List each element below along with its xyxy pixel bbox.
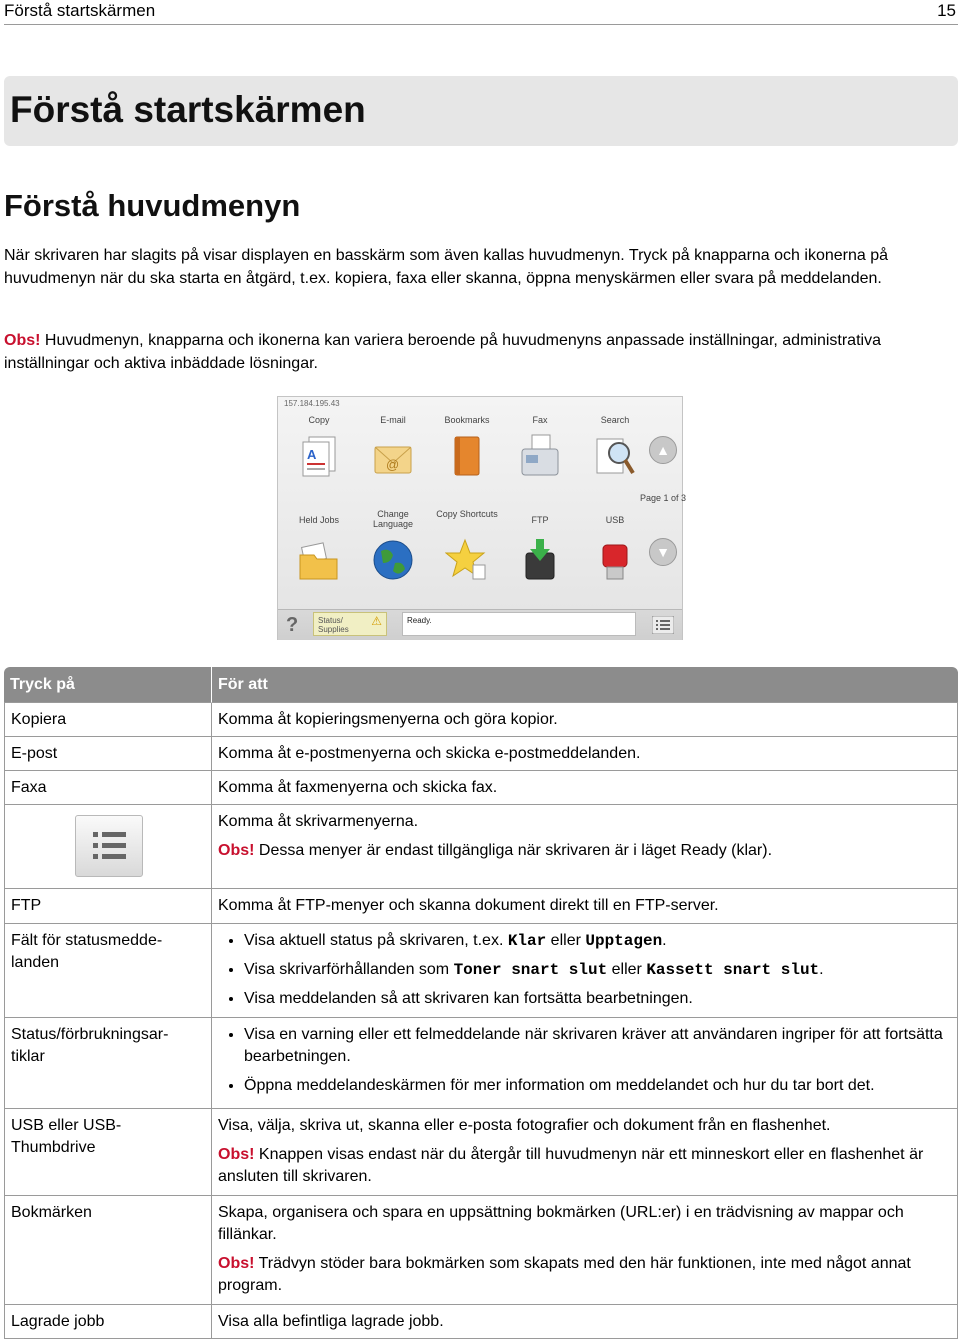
help-icon[interactable]: ?	[286, 614, 299, 636]
fax-icon[interactable]	[518, 433, 562, 479]
menus-list-icon	[75, 815, 143, 877]
table-row	[4, 1196, 958, 1305]
copy-icon[interactable]	[297, 433, 341, 479]
home-label-usb: USB	[605, 515, 625, 525]
note-paragraph	[4, 329, 958, 375]
menu-list-icon[interactable]	[652, 616, 674, 634]
table-row	[4, 1018, 958, 1109]
row-desc-usb	[212, 1109, 958, 1196]
note-label: Obs!	[4, 332, 41, 349]
home-label-copy: Copy	[308, 415, 330, 425]
supplies-list	[218, 1024, 951, 1097]
table-row	[4, 889, 958, 924]
printer-home-screen	[277, 396, 687, 640]
row-desc-held-jobs: Visa alla befintliga lagrade jobb.	[212, 1305, 958, 1339]
bookmarks-note-text: Trädvyn stöder bara bokmärken som skapats med den här funktionen, inte med något annat program.	[218, 1255, 911, 1294]
row-label-bookmarks: Bokmärken	[4, 1196, 212, 1305]
row-label-fax: Faxa	[4, 771, 212, 805]
chapter-title: Förstå startskärmen	[10, 89, 366, 130]
row-desc-copy: Komma åt kopieringsmenyerna och göra kopior.	[212, 703, 958, 737]
menus-desc: Komma åt skrivarmenyerna.	[218, 813, 419, 830]
intro-paragraph: När skrivaren har slagits på visar displayen en basskärm som även kallas huvudmenyn. Tryck på knapparna och ikonerna på huvudmenyn när du ska starta en åtgärd, t.ex. kopiera, faxa eller skanna, öppna menyskärmen eller svara på meddelanden.	[4, 247, 888, 287]
arrow-up-icon[interactable]: ▲	[649, 436, 677, 464]
list-item: • Visa meddelanden så att skrivaren kan fortsätta bearbetningen.	[244, 988, 951, 1010]
home-label-change-language: Change Language	[372, 509, 414, 529]
row-desc-supplies	[212, 1018, 958, 1109]
home-label-copy-shortcuts: Copy Shortcuts	[436, 509, 498, 519]
usb-note-text: Knappen visas endast när du återgår till huvudmenyn när ett minneskort eller en flashenhet är ansluten till skrivaren.	[218, 1146, 924, 1185]
menus-note-label: Obs!	[218, 842, 255, 859]
ready-text: Ready.	[407, 616, 432, 625]
row-desc-email: Komma åt e-postmenyerna och skicka e-postmeddelanden.	[212, 737, 958, 771]
list-item: • Visa aktuell status på skrivaren, t.ex. Klar eller Upptagen.	[244, 930, 951, 952]
star-icon[interactable]	[445, 537, 489, 583]
table-row	[4, 1109, 958, 1196]
section-title: Förstå huvudmenyn	[4, 188, 301, 223]
row-desc-fax: Komma åt faxmenyerna och skicka fax.	[212, 771, 958, 805]
status-field-list	[218, 930, 951, 1010]
table-row	[4, 805, 958, 889]
warning-icon: ⚠	[371, 614, 382, 628]
home-label-email: E-mail	[380, 415, 406, 425]
menus-note	[218, 840, 951, 862]
list-item: • Visa skrivarförhållanden som Toner snart slut eller Kassett snart slut.	[244, 959, 951, 981]
chapter-band	[4, 76, 958, 146]
home-label-fax: Fax	[532, 415, 548, 425]
row-label-status-field: Fält för statusmedde-landen	[4, 924, 212, 1018]
status-supplies-button[interactable]	[313, 612, 387, 636]
running-header	[4, 0, 958, 25]
page-number: 15	[937, 1, 956, 20]
row-desc-status-field	[212, 924, 958, 1018]
table-row	[4, 924, 958, 1018]
table-header-to: För att	[212, 667, 958, 703]
globe-icon[interactable]	[371, 537, 415, 583]
list-item: • Öppna meddelandeskärmen för mer information om meddelandet och hur du tar bort det.	[244, 1075, 951, 1097]
ftp-icon[interactable]	[518, 537, 562, 583]
home-label-ftp: FTP	[531, 515, 549, 525]
row-desc-bookmarks	[212, 1196, 958, 1305]
table-row	[4, 737, 958, 771]
svg-text:@: @	[386, 457, 400, 472]
svg-text:A: A	[307, 447, 317, 462]
usb-icon[interactable]	[593, 537, 637, 583]
table-row	[4, 771, 958, 805]
page-indicator: Page 1 of 3	[639, 493, 687, 503]
held-jobs-icon[interactable]	[297, 537, 341, 583]
row-desc-ftp: Komma åt FTP-menyer och skanna dokument direkt till en FTP-server.	[212, 889, 958, 924]
bookmarks-note-label: Obs!	[218, 1255, 255, 1272]
search-icon[interactable]	[593, 433, 637, 479]
running-header-title: Förstå startskärmen	[4, 1, 156, 20]
table-header-press: Tryck på	[4, 667, 212, 703]
list-item: • Visa en varning eller ett felmeddelande när skrivaren kräver att användaren ingriper för att fortsätta bearbetningen.	[244, 1024, 951, 1068]
ip-address: 157.184.195.43	[284, 399, 340, 408]
row-label-supplies: Status/förbrukningsar-tiklar	[4, 1018, 212, 1109]
usb-desc: Visa, välja, skriva ut, skanna eller e-posta fotografier och dokument från en flashenhet.	[218, 1117, 831, 1134]
home-screen-table	[4, 667, 958, 1339]
status-supplies-label: Status/ Supplies	[318, 616, 349, 634]
table-row	[4, 1305, 958, 1339]
row-desc-menus	[212, 805, 958, 889]
home-label-held-jobs: Held Jobs	[298, 515, 340, 525]
bookmarks-desc: Skapa, organisera och spara en uppsättning bokmärken (URL:er) i en trädvisning av mappar och fillänkar.	[218, 1204, 904, 1243]
bookmarks-icon[interactable]	[445, 433, 489, 479]
home-bottom-bar	[278, 609, 682, 640]
arrow-down-icon[interactable]: ▼	[649, 538, 677, 566]
row-label-email: E-post	[4, 737, 212, 771]
status-message-field[interactable]	[402, 612, 636, 636]
home-label-bookmarks: Bookmarks	[444, 415, 490, 425]
row-label-ftp: FTP	[4, 889, 212, 924]
table-header-row	[4, 667, 958, 703]
home-label-search: Search	[600, 415, 630, 425]
usb-note	[218, 1144, 951, 1188]
row-icon-menus	[4, 805, 212, 889]
usb-note-label: Obs!	[218, 1146, 255, 1163]
row-label-usb: USB eller USB-Thumbdrive	[4, 1109, 212, 1196]
note-text: Huvudmenyn, knapparna och ikonerna kan variera beroende på huvudmenyns anpassade inställningar, administrativa inställningar och aktiva inbäddade lösningar.	[4, 332, 881, 372]
email-icon[interactable]	[371, 433, 415, 479]
menus-note-text: Dessa menyer är endast tillgängliga när skrivaren är i läget Ready (klar).	[254, 842, 773, 859]
table-row	[4, 703, 958, 737]
row-label-held-jobs: Lagrade jobb	[4, 1305, 212, 1339]
bookmarks-note	[218, 1253, 951, 1297]
row-label-copy: Kopiera	[4, 703, 212, 737]
